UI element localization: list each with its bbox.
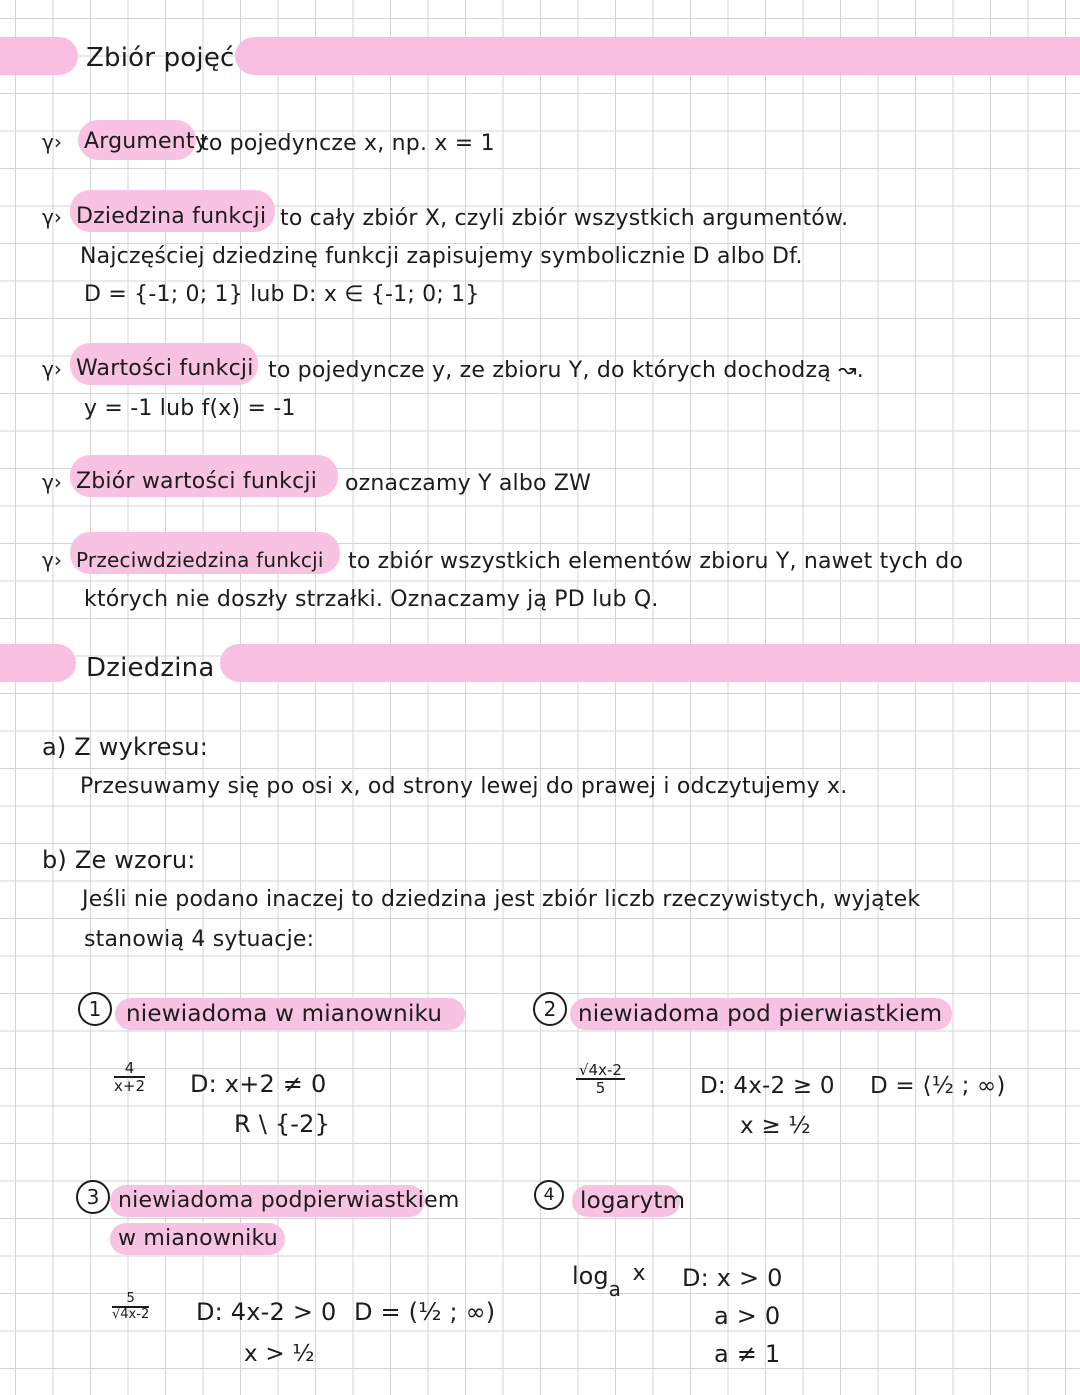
item-text-line2: y = -1 lub f(x) = -1 (84, 396, 296, 421)
bullet-icon: γ› (42, 548, 62, 572)
bullet-icon: γ› (42, 470, 62, 494)
fraction-numerator: √4x-2 (576, 1062, 625, 1080)
case-number-badge: 3 (76, 1180, 110, 1214)
subsection-a-label: a) Z wykresu: (42, 733, 209, 761)
item-text-line2: Najczęściej dziedzinę funkcji zapisujemy symbolicznie D albo Df. (80, 244, 803, 269)
case-number-badge: 4 (534, 1180, 564, 1210)
section-title: Dziedzina (86, 653, 215, 683)
case-result: D = ⟨½ ; ∞) (870, 1073, 1006, 1099)
item-text: to zbiór wszystkich elementów zbioru Y, nawet tych do (348, 549, 964, 574)
case-title-line2: w mianowniku (118, 1226, 278, 1251)
section-title: Zbiór pojęć (86, 43, 235, 73)
log-label: log (572, 1262, 609, 1290)
subsection-b-text: Jeśli nie podano inaczej to dziedzina jest zbiór liczb rzeczywistych, wyjątek (82, 887, 921, 912)
case-title: niewiadoma podpierwiastkiem (118, 1188, 460, 1213)
case-line2: x > ½ (244, 1341, 315, 1367)
log-argument: x (632, 1261, 646, 1286)
case-line3: a ≠ 1 (714, 1340, 781, 1368)
case-number-badge: 1 (78, 992, 112, 1026)
item-text-line3: D = {-1; 0; 1} lub D: x ∈ {-1; 0; 1} (84, 282, 480, 307)
bullet-icon: γ› (42, 130, 62, 154)
case-line1: D: 4x-2 ≥ 0 (700, 1073, 835, 1099)
header-band-left (0, 37, 78, 75)
fraction (112, 1292, 149, 1322)
term-argumenty: Argumenty (84, 129, 208, 154)
term-dziedzina: Dziedzina funkcji (76, 204, 267, 229)
fraction-denominator: 5 (595, 1079, 606, 1097)
case-line1: D: x+2 ≠ 0 (190, 1070, 327, 1098)
subsection-b-text-line2: stanowią 4 sytuacje: (84, 927, 315, 952)
case-line2: a > 0 (714, 1302, 781, 1330)
log-expression (572, 1261, 646, 1301)
fraction-denominator: x+2 (114, 1077, 145, 1095)
item-text: to cały zbiór X, czyli zbiór wszystkich argumentów. (280, 206, 849, 231)
case-line1: D: 4x-2 > 0 (196, 1298, 337, 1326)
term-zbior-wartosci: Zbiór wartości funkcji (76, 469, 318, 494)
case-title: niewiadoma w mianowniku (126, 1001, 443, 1027)
fraction (576, 1062, 625, 1096)
fraction-denominator: √4x-2 (112, 1307, 150, 1322)
item-text: to pojedyncze y, ze zbioru Y, do których dochodzą ↝. (268, 358, 864, 383)
bullet-icon: γ› (42, 357, 62, 381)
case-number-badge: 2 (533, 992, 567, 1026)
term-wartosci: Wartości funkcji (76, 356, 254, 381)
bullet-icon: γ› (42, 205, 62, 229)
log-base: a (608, 1277, 621, 1301)
item-text: oznaczamy Y albo ZW (345, 471, 592, 496)
item-text: to pojedyncze x, np. x = 1 (200, 131, 495, 156)
subsection-a-text: Przesuwamy się po osi x, od strony lewej do prawej i odczytujemy x. (80, 774, 848, 799)
item-text-line2: których nie doszły strzałki. Oznaczamy ją PD lub Q. (84, 587, 659, 612)
case-result: D = (½ ; ∞) (354, 1298, 496, 1326)
fraction-numerator: 4 (114, 1060, 145, 1078)
header-band-left (0, 644, 76, 682)
fraction (114, 1060, 145, 1094)
case-line2: x ≥ ½ (740, 1113, 811, 1139)
case-line2: R \ {-2} (234, 1110, 331, 1138)
case-title: niewiadoma pod pierwiastkiem (578, 1001, 943, 1027)
header-band-right (235, 37, 1080, 75)
header-band-right (220, 644, 1080, 682)
subsection-b-label: b) Ze wzoru: (42, 846, 196, 874)
fraction-numerator: 5 (112, 1292, 149, 1308)
term-przeciwdziedzina: Przeciwdziedzina funkcji (76, 548, 324, 572)
case-line1: D: x > 0 (682, 1264, 783, 1292)
case-title: logarytm (580, 1188, 686, 1214)
